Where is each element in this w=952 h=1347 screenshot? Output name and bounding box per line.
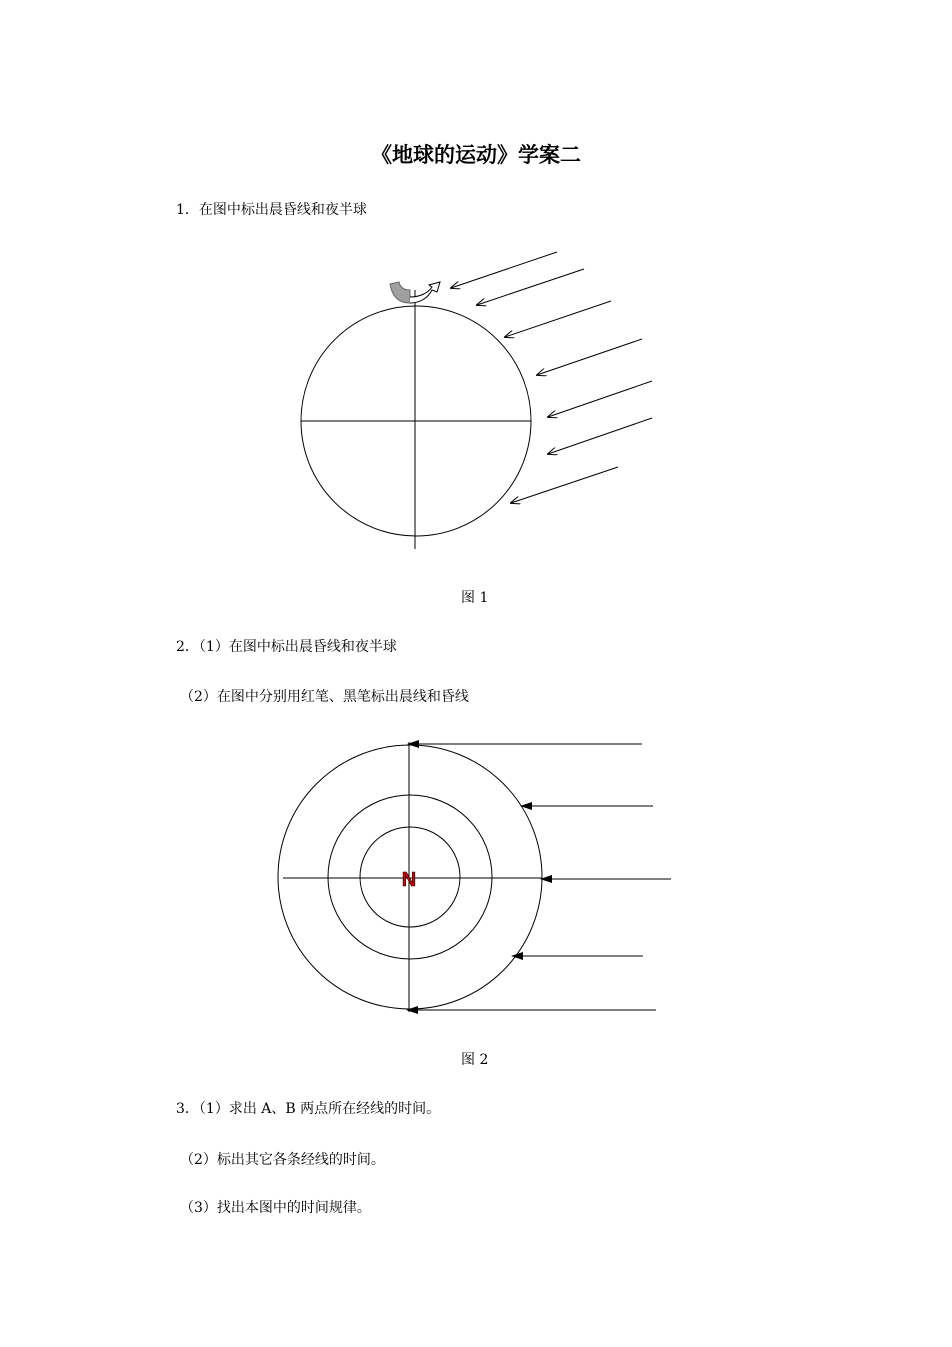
figure-2-caption: 图 2 (461, 1052, 489, 1068)
question-2-part-1: 2．（1）在图中标出晨昏线和夜半球 (176, 639, 397, 655)
question-2-part-2: （2）在图中分别用红笔、黑笔标出晨线和昏线 (180, 689, 469, 705)
question-3-part-3: （3）找出本图中的时间规律。 (180, 1200, 371, 1216)
question-3-part-2: （2）标出其它各条经线的时间。 (180, 1152, 385, 1168)
north-pole-label: N (401, 869, 417, 891)
figure-1-caption: 图 1 (461, 590, 489, 606)
figure-2-sunlight-rays (407, 744, 671, 1010)
page-title: 《地球的运动》学案二 (371, 142, 581, 167)
question-3-part-1: 3．（1）求出 A、B 两点所在经线的时间。 (176, 1101, 441, 1117)
question-1-text: 1．在图中标出晨昏线和夜半球 (176, 202, 367, 218)
